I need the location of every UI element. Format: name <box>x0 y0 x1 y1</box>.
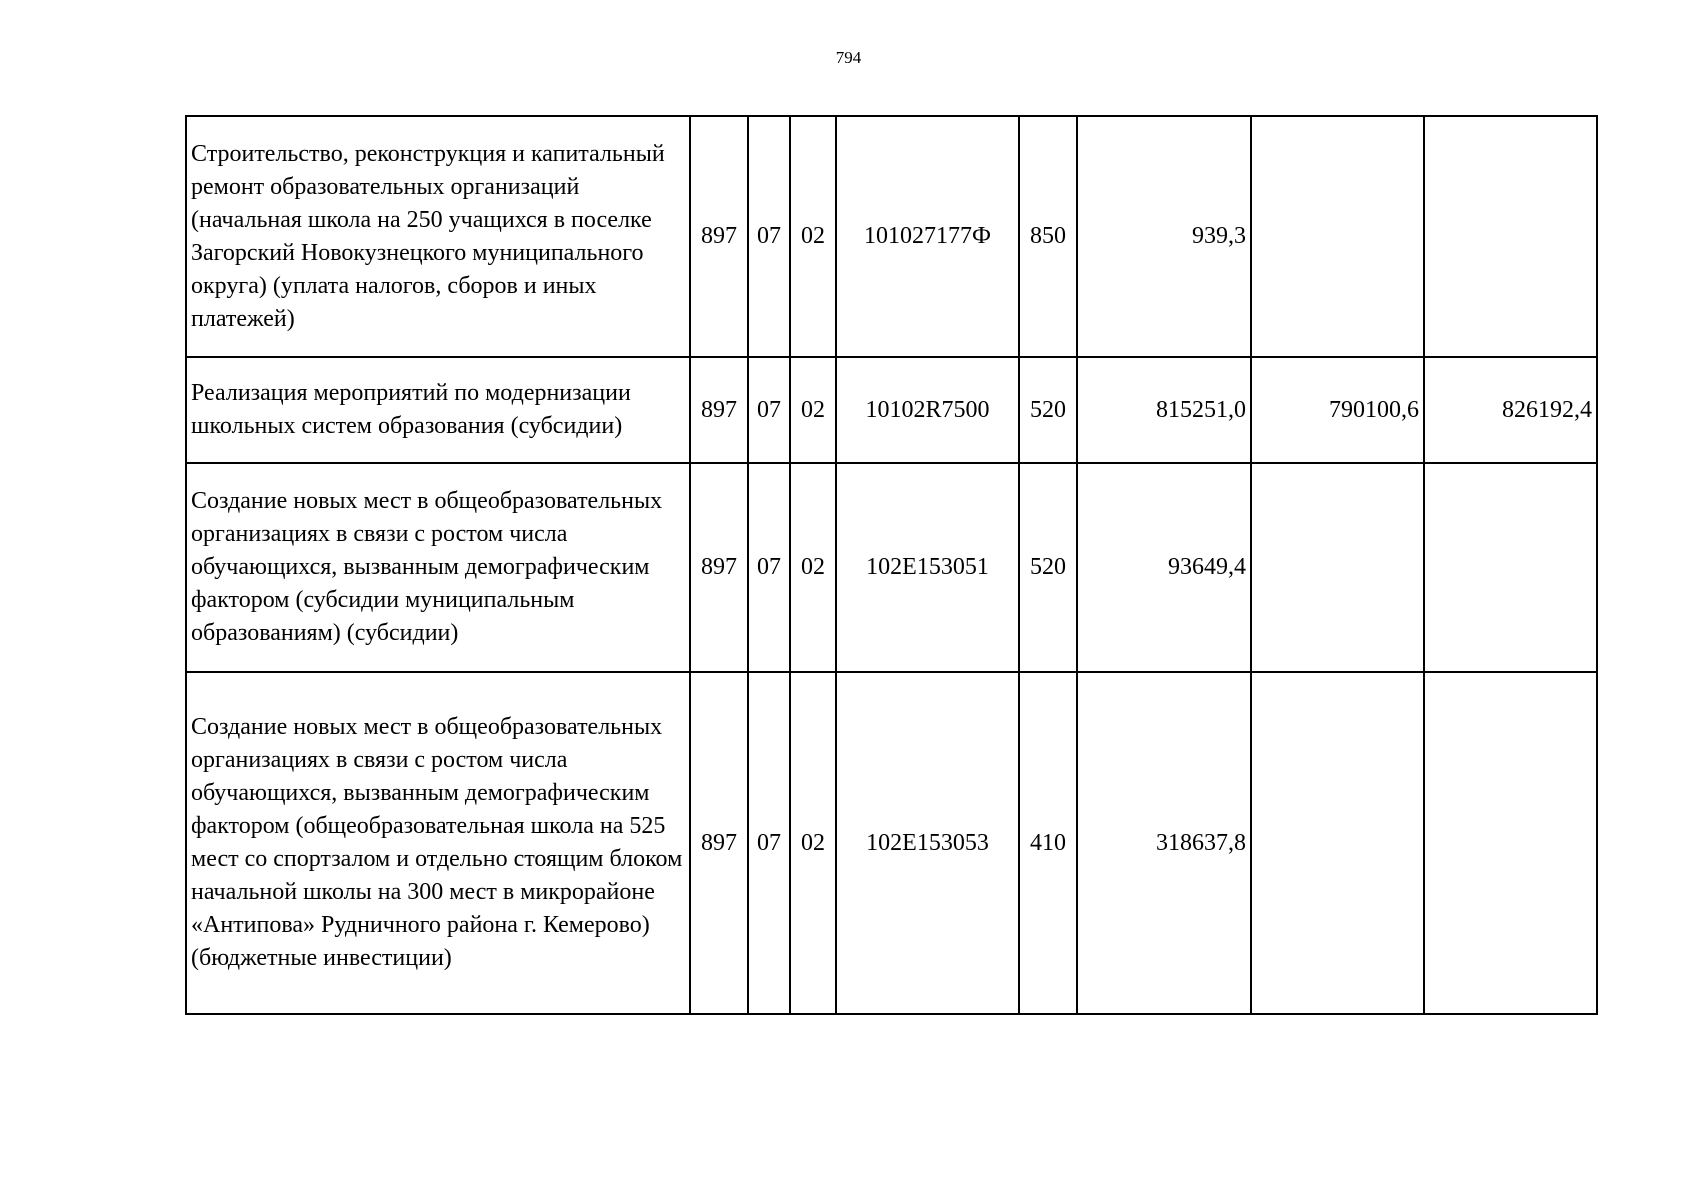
amount-2 <box>1251 463 1424 672</box>
row-name: Строительство, реконструкция и капитальный ремонт образовательных организаций (начальная школа на 250 учащихся в поселке Загорский Новокузнецкого муниципального округа) (уплата налогов, сборов и иных платежей) <box>186 116 690 357</box>
expense-type-code: 410 <box>1019 672 1077 1014</box>
expense-type-code: 520 <box>1019 463 1077 672</box>
amount-2: 790100,6 <box>1251 357 1424 463</box>
subsection-code: 02 <box>790 463 836 672</box>
subsection-code: 02 <box>790 357 836 463</box>
section-code: 07 <box>748 357 790 463</box>
expense-type-code: 520 <box>1019 357 1077 463</box>
row-name: Создание новых мест в общеобразовательных организациях в связи с ростом числа обучающихся, вызванным демографическим фактором (субсидии муниципальным образованиям) (субсидии) <box>186 463 690 672</box>
section-code: 07 <box>748 463 790 672</box>
ministry-code: 897 <box>690 357 748 463</box>
target-article-code: 102E153051 <box>836 463 1019 672</box>
row-name: Реализация мероприятий по модернизации школьных систем образования (субсидии) <box>186 357 690 463</box>
section-code: 07 <box>748 672 790 1014</box>
table-row <box>186 116 1597 357</box>
target-article-code: 102E153053 <box>836 672 1019 1014</box>
table-row <box>186 357 1597 463</box>
amount-1: 815251,0 <box>1077 357 1251 463</box>
expense-type-code: 850 <box>1019 116 1077 357</box>
subsection-code: 02 <box>790 672 836 1014</box>
target-article-code: 10102R7500 <box>836 357 1019 463</box>
section-code: 07 <box>748 116 790 357</box>
row-name: Создание новых мест в общеобразовательных организациях в связи с ростом числа обучающихся, вызванным демографическим фактором (общеобразовательная школа на 525 мест со спортзалом и отдельно стоящим блоком начальной школы на 300 мест в микрорайоне «Антипова» Рудничного района г. Кемерово) (бюджетные инвестиции) <box>186 672 690 1014</box>
budget-table <box>185 115 1598 1015</box>
amount-1: 93649,4 <box>1077 463 1251 672</box>
ministry-code: 897 <box>690 116 748 357</box>
amount-3 <box>1424 463 1597 672</box>
target-article-code: 101027177Ф <box>836 116 1019 357</box>
amount-1: 939,3 <box>1077 116 1251 357</box>
page-number: 794 <box>835 48 862 67</box>
subsection-code: 02 <box>790 116 836 357</box>
amount-3 <box>1424 672 1597 1014</box>
table-row <box>186 463 1597 672</box>
amount-3 <box>1424 116 1597 357</box>
amount-2 <box>1251 672 1424 1014</box>
ministry-code: 897 <box>690 672 748 1014</box>
amount-2 <box>1251 116 1424 357</box>
table-row <box>186 672 1597 1014</box>
amount-1: 318637,8 <box>1077 672 1251 1014</box>
ministry-code: 897 <box>690 463 748 672</box>
amount-3: 826192,4 <box>1424 357 1597 463</box>
